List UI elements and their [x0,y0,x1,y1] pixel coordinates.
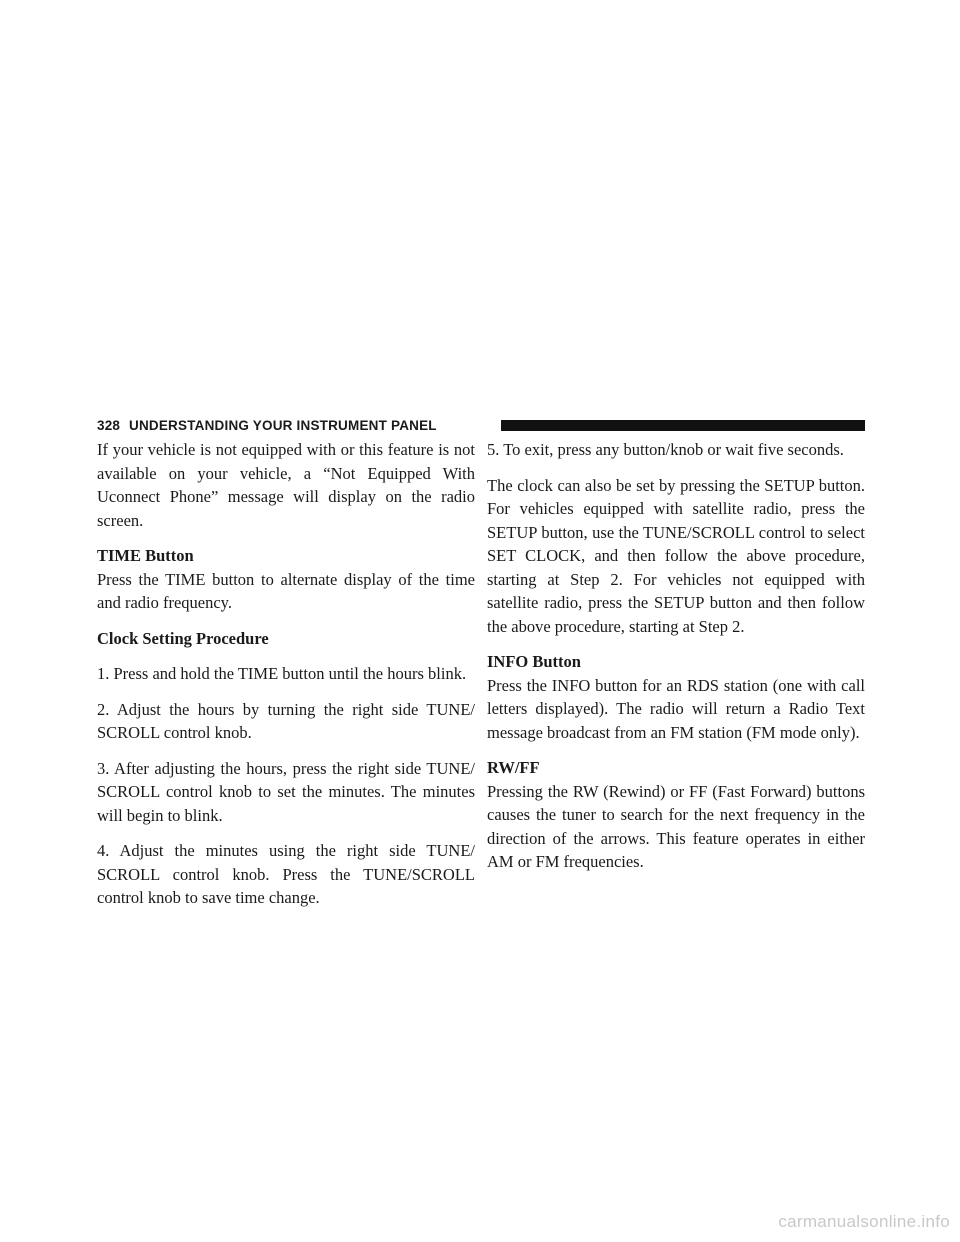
rw-ff-heading: RW/FF [487,758,540,777]
left-column [97,438,475,922]
rw-ff-text: Pressing the RW (Rewind) or FF (Fast Forward) buttons causes the tuner to search for the next frequency in the direction of the arrows. This feature operates in either AM or FM frequencies. [487,781,865,871]
step-2: 2. Adjust the hours by turning the right side TUNE/ SCROLL control knob. [97,699,475,742]
page-header [97,415,865,435]
clock-setting-heading: Clock Setting Procedure [97,628,269,648]
time-button-heading: TIME Button [97,546,194,565]
page-number: 328 [97,418,121,433]
watermark: carmanualsonline.info [778,1212,950,1231]
section-title: UNDERSTANDING YOUR INSTRUMENT PANEL [129,418,437,433]
step-3: 3. After adjusting the hours, press the right side TUNE/ SCROLL control knob to set the minutes. The minutes will begin to blink. [97,758,475,825]
intro-paragraph: If your vehicle is not equipped with or this feature is not available on your vehicle, a “Not Equipped With Uconnect Phone” message will display on the radio screen. [97,440,475,530]
info-button-text: Press the INFO button for an RDS station (one with call letters displayed). The radio will return a Radio Text message broadcast from an FM station (FM mode only). [487,675,865,742]
step-1: 1. Press and hold the TIME button until the hours blink. [97,664,467,683]
right-column [487,438,865,886]
time-button-text: Press the TIME button to alternate display of the time and radio frequency. [97,569,475,612]
header-rule [501,420,865,431]
step-4: 4. Adjust the minutes using the right side TUNE/ SCROLL control knob. Press the TUNE/SCROLL control knob to save time change. [97,841,475,907]
setup-paragraph: The clock can also be set by pressing the SETUP button. For vehicles equipped with satellite radio, press the SETUP button, use the TUNE/SCROLL control to select SET CLOCK, and then follow the above procedure, starting at Step 2. For vehicles not equipped with satellite radio, press the SETUP button and then follow the above procedure, starting at Step 2. [487,475,865,636]
info-button-heading: INFO Button [487,652,581,671]
step-5: 5. To exit, press any button/knob or wait five seconds. [487,440,844,459]
